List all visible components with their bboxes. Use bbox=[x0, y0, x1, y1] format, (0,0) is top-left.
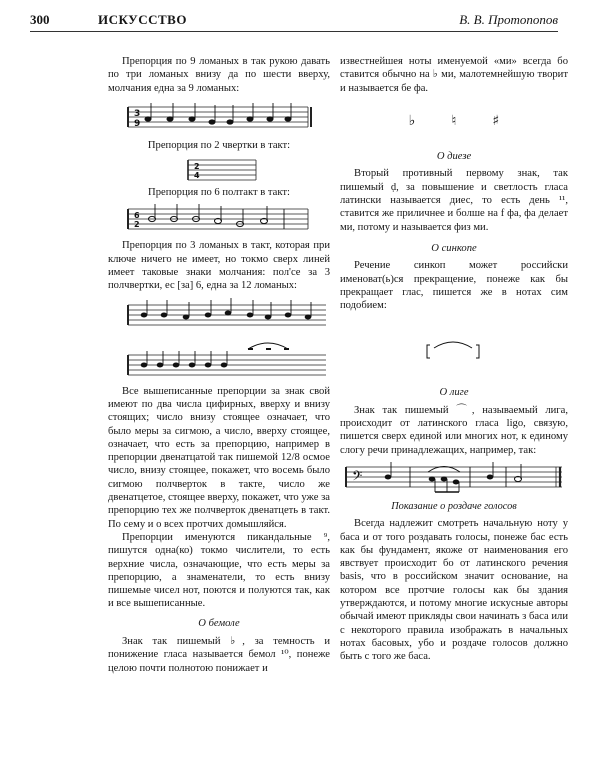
page-number: 300 bbox=[30, 12, 50, 27]
heading-lige: О лиге bbox=[439, 387, 469, 399]
svg-text:4: 4 bbox=[194, 171, 200, 181]
section-title: ИСКУССТВО bbox=[98, 12, 187, 27]
accidental-signs-row bbox=[340, 112, 568, 129]
left-column bbox=[108, 55, 330, 675]
svg-text:𝄢: 𝄢 bbox=[352, 467, 363, 487]
sharp-sign-icon: ♯ bbox=[492, 112, 500, 129]
syncope-sign-icon bbox=[340, 312, 568, 386]
author-name: В. В. Протопопов bbox=[459, 12, 558, 27]
heading-bemol: О бемоле bbox=[198, 617, 240, 629]
heading-sinkope: О синкопе bbox=[431, 242, 477, 254]
left-paragraph-7: Знак так пишемый ♭, за темность и понижение гласа называется бемол ¹⁰, понеже целою почти полнотою понижает и bbox=[108, 636, 330, 674]
header-rule bbox=[30, 31, 558, 32]
music-example-3 bbox=[108, 199, 330, 239]
left-paragraph-2: Препорция по 2 чвертки в такт: bbox=[147, 139, 291, 151]
heading-diez: О диезе bbox=[436, 151, 472, 163]
right-paragraph-2: Вторый противный первому знак, так пишемый ḍ, за повышение и светлость гласа латински называется диес, то есть день ¹¹, ставится же приличнее и болше на f фа, фа делает ми, потому и называется физ ми. bbox=[340, 168, 568, 233]
flat-sign-icon: ♭ bbox=[408, 112, 416, 129]
svg-text:6: 6 bbox=[134, 211, 140, 221]
svg-text:2: 2 bbox=[194, 162, 200, 172]
right-paragraph-3: Речение синкоп может российски именоват(ь)ся прекращение, понеже как бы прекращает глас, пишется же в нотах сим подобием: bbox=[340, 260, 568, 312]
right-paragraph-5: Всегда надлежит смотреть начальную ноту у баса и от того роздавать голосы, понеже бас есть как бы фундамент, якоже от наименования его явствует происходит бо от латинского речения basis, что в российском значит основание, на котором все протчие голосы как бы здания утверждаются, и потому многие искусные авторы обычай имеют прикляды свои начинать з баса или с некоторого правила изображать в начальных нотах басовых, убо и роздаче голосов должно быть с того же баса. bbox=[340, 518, 568, 663]
music-example-1 bbox=[108, 95, 330, 139]
svg-text:2: 2 bbox=[134, 220, 140, 230]
left-paragraph-3: Препорция по 6 полтакт в такт: bbox=[148, 187, 290, 199]
left-paragraph-5: Все вышеписанные препорции за знак свой имеют по два числа цифирных, вверху и внизу стоящих; число внизу стоящее означает, что было меры за сигмою, а число, вверху стоящее, означает, что есть за препорцию, например в препорции двенатцатой так пишемой 12/8 осмое число, внизу стоящее, покажет, что восемь было сигмою полчверток в такте, число же двенатцетое, стоящее вверху, покажет, что уже за препорцию тех же полчверток двенатцеть в такт. По сему и о всех протчих домышляйся. bbox=[108, 385, 330, 530]
right-paragraph-1: известнейшея ноты именуемой «ми» всегда бо ставится обычно на ♭ ми, малотемнейшую творит и называется бе фа. bbox=[340, 56, 568, 94]
music-example-lige bbox=[340, 457, 568, 497]
right-paragraph-4: Знак так пишемый ⌒, называемый лига, происходит от латинского гласа ligo, связую, пишется сверх единой или многих нот, к единому слогу речи принадлежащих, например, так: bbox=[340, 404, 568, 456]
svg-text:3: 3 bbox=[134, 108, 141, 119]
music-example-4 bbox=[108, 293, 330, 385]
natural-sign-icon: ♮ bbox=[451, 112, 457, 129]
right-column bbox=[340, 55, 568, 664]
music-example-2 bbox=[108, 152, 330, 186]
svg-text:9: 9 bbox=[134, 118, 141, 129]
left-paragraph-4: Препорция по 3 ломаных в такт, которая при ключе ничего не имеет, но токмо сверх линей имеет таковые знаки молчания: пол'се за 3 полчвертки, ес [за] 6, една за 12 ломаных: bbox=[108, 240, 330, 292]
caption-rozdache: Показание о роздаче голосов bbox=[391, 500, 517, 512]
left-paragraph-6: Препорции именуются пикандальные ⁹, пишутся одна(ко) токмо числители, то есть верхние числа, означающие, что есть меры за препорцию, а знаменатели, то есть внизу пишемые чисел нот, поются и полуются так, как и все вышеписанные. bbox=[108, 531, 330, 610]
left-paragraph-1: Препорция по 9 ломаных в так рукою давать по три ломаных внизу да по шести вверху, молчания една за 9 ломаных: bbox=[108, 56, 330, 94]
